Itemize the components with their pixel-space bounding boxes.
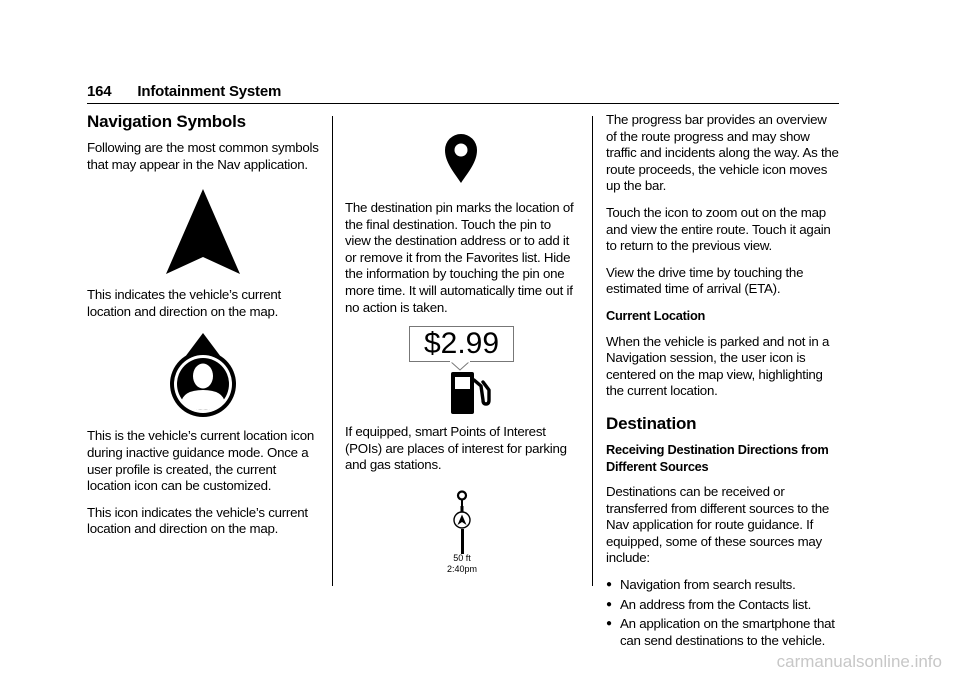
sources-list <box>606 577 840 649</box>
progress-bar-graphic <box>345 490 577 590</box>
intro-text: Following are the most common symbols that may appear in the Nav application. <box>87 140 319 172</box>
middle-column <box>345 112 577 590</box>
destination-pin-icon <box>443 132 479 184</box>
pin-caption: The destination pin marks the location of the final destination. Touch the pin to view the destination address or to add it or remove it from the Favorites list. Hide the information by touching the pin one more time. It will automatically time out if no action is taken. <box>345 200 574 315</box>
left-column <box>87 112 319 548</box>
header-rule <box>87 103 839 104</box>
user-location-icon <box>168 332 238 418</box>
list-item: ● An application on the smartphone that can send destinations to the vehicle. <box>606 616 840 649</box>
arrow-caption: This indicates the vehicle’s current location and direction on the map. <box>87 287 281 319</box>
watermark: carmanualsonline.info <box>776 652 942 671</box>
list-item: ● Navigation from search results. <box>606 577 840 594</box>
receiving-text: Destinations can be received or transferred from different sources to the Nav application for route guidance. If equipped, some of these sources may include: <box>606 484 830 566</box>
progress-eta[interactable]: 2:40pm <box>446 563 478 574</box>
vehicle-arrow-icon <box>163 187 243 277</box>
progress-paragraph-1: The progress bar provides an overview of the route progress and may show traffic and incidents along the way. As the route proceeds, the vehicle icon moves up the bar. <box>606 112 839 194</box>
poi-caption: If equipped, smart Points of Interest (POIs) are places of interest for parking and gas stations. <box>345 424 567 473</box>
receiving-heading: Receiving Destination Directions from Different Sources <box>606 441 829 474</box>
location-direction-text: This icon indicates the vehicle’s current location and direction on the map. <box>87 504 308 537</box>
page-header <box>87 83 281 100</box>
fuel-price-label: $2.99 <box>409 326 514 362</box>
right-column <box>606 112 840 652</box>
progress-distance: 50 ft <box>453 552 471 563</box>
current-location-heading: Current Location <box>606 307 706 323</box>
current-location-text: When the vehicle is parked and not in a Navigation session, the user icon is centered on the map view, highlighting the current location. <box>606 333 830 399</box>
navigation-symbols-title: Navigation Symbols <box>87 112 246 131</box>
user-icon-caption: This is the vehicle’s current location icon during inactive guidance mode. Once a user profile is created, the current location icon can be customized. <box>87 428 314 494</box>
page-number: 164 <box>87 83 112 100</box>
list-item: ● An address from the Contacts list. <box>606 597 840 614</box>
section-title: Infotainment System <box>137 83 282 100</box>
destination-heading: Destination <box>606 413 697 433</box>
progress-paragraph-2: Touch the icon to zoom out on the map and view the entire route. Touch it again to return to the previous view. <box>606 204 831 254</box>
progress-destination-pin-icon <box>458 491 466 499</box>
progress-paragraph-3: View the drive time by touching the estimated time of arrival (ETA). <box>606 264 804 297</box>
progress-bar-track <box>461 529 464 554</box>
column-divider-1 <box>332 116 333 586</box>
column-divider-2 <box>592 116 593 586</box>
gas-station-icon <box>445 370 495 418</box>
